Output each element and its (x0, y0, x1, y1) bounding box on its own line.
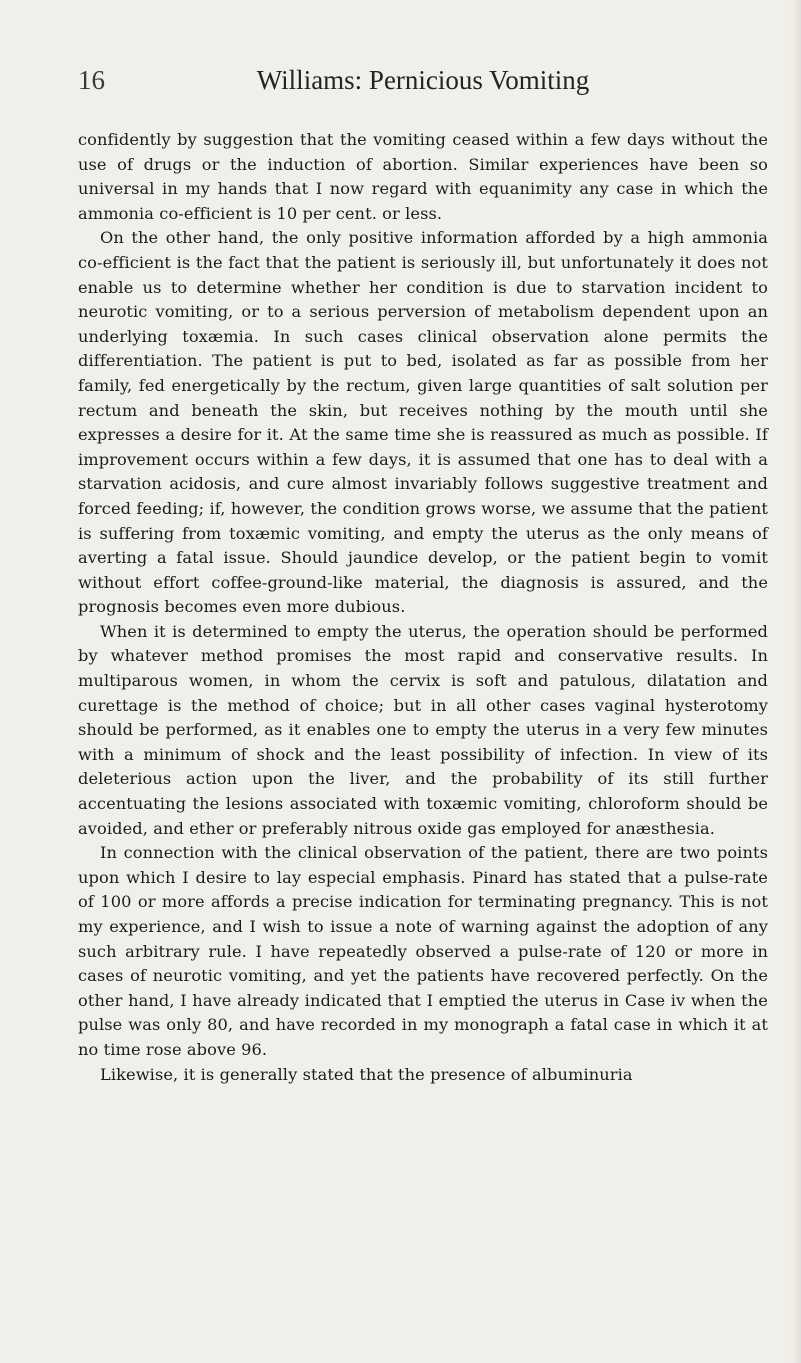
paragraph-albuminuria: Likewise, it is generally stated that the presence of albuminuria (100, 1064, 633, 1084)
running-head (78, 62, 768, 102)
running-title: Williams: Pernicious Vomiting (256, 65, 590, 95)
paragraph-emptying-uterus: When it is determined to empty the uterus, the operation should be performed by whatever method promises the most rapid and conservative results. In multiparous women, in whom the cervix is soft and patulous, dilatation and curettage is the method of choice; but in all other cases vaginal hysterotomy should be performed, as it enables one to empty the uterus in a very few minutes with a minimum of shock and the least possibility of infection. In view of its deleterious action upon the liver, and the probability of its still further accentuating the lesions associated with toxæmic vomiting, chloroform should be avoided, and ether or preferably nitrous oxide gas employed for anæsthesia. (78, 621, 768, 838)
body-text (78, 128, 768, 1087)
page-edge-shadow (791, 0, 801, 1363)
page-number: 16 (78, 65, 105, 95)
paragraph-continuation: confidently by suggestion that the vomiting ceased within a few days without the use of drugs or the induction of abortion. Similar experiences have been so universal in my hands that I now regard with equanimity any case in which the ammonia co-efficient is 10 per cent. or less. (78, 130, 768, 223)
paragraph-ammonia-coefficient: On the other hand, the only positive information afforded by a high ammonia co-efficient is the fact that the patient is seriously ill, but unfortunately it does not enable us to determine whether her condition is due to starvation incident to neurotic vomiting, or to a serious perversion of metabolism dependent upon an underlying toxæmia. In such cases clinical observation alone permits the differentiation. The patient is put to bed, isolated as far as possible from her family, fed energetically by the rectum, given large quantities of salt solution per rectum and beneath the skin, but receives nothing by the mouth until she expresses a desire for it. At the same time she is reassured as much as possible. If improvement occurs within a few days, it is assumed that one has to deal with a starvation acidosis, and cure almost invariably follows suggestive treatment and forced feeding; if, however, the condition grows worse, we assume that the patient is suffering from toxæmic vomiting, and empty the uterus as the only means of averting a fatal issue. Should jaundice develop, or the patient begin to vomit without effort coffee-ground-like material, the diagnosis is assured, and the prognosis becomes even more dubious. (78, 228, 768, 617)
paragraph-clinical-observation: In connection with the clinical observation of the patient, there are two points upon which I desire to lay especial emphasis. Pinard has stated that a pulse-rate of 100 or more affords a precise indication for terminating pregnancy. This is not my experience, and I wish to issue a note of warning against the adoption of any such arbitrary rule. I have repeatedly observed a pulse-rate of 120 or more in cases of neurotic vomiting, and yet the patients have recovered perfectly. On the other hand, I have already indicated that I emptied the uterus in Case iv when the pulse was only 80, and have recorded in my monograph a fatal case in which it at no time rose above 96. (78, 843, 768, 1059)
